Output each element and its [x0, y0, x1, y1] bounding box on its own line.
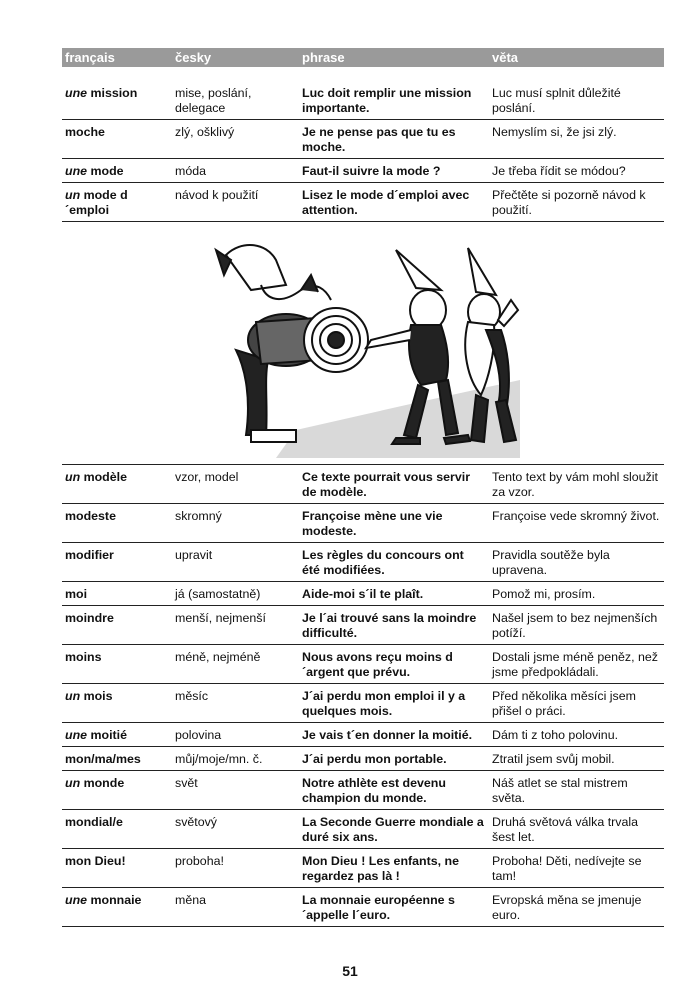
czech-translation: měsíc [172, 684, 299, 723]
czech-sentence: Nemyslím si, že jsi zlý. [489, 120, 664, 159]
header-veta: věta [489, 48, 664, 67]
vocabulary-page [62, 48, 664, 927]
czech-translation: skromný [172, 504, 299, 543]
french-word-cell [62, 465, 172, 504]
french-word: mondial/e [65, 815, 123, 829]
czech-translation: vzor, model [172, 465, 299, 504]
czech-translation: móda [172, 159, 299, 183]
czech-translation: zlý, ošklivý [172, 120, 299, 159]
article: une [65, 164, 88, 178]
french-word: mon/ma/mes [65, 752, 141, 766]
french-word-cell [62, 771, 172, 810]
french-word-cell [62, 747, 172, 771]
czech-sentence: Proboha! Děti, nedívejte se tam! [489, 849, 664, 888]
french-word: moche [65, 125, 105, 139]
french-word: moindre [65, 611, 114, 625]
czech-sentence: Dám ti z toho polovinu. [489, 723, 664, 747]
french-phrase: Luc doit remplir une mission importante. [299, 81, 489, 120]
french-word-cell [62, 849, 172, 888]
czech-sentence: Françoise vede skromný život. [489, 504, 664, 543]
french-word: moi [65, 587, 88, 601]
czech-translation: upravit [172, 543, 299, 582]
header-francais: français [62, 48, 172, 67]
french-word-cell [62, 543, 172, 582]
header-cesky: česky [172, 48, 299, 67]
czech-translation: návod k použití [172, 183, 299, 222]
french-word: modeste [65, 509, 116, 523]
vocab-row [62, 543, 664, 582]
french-phrase: Nous avons reçu moins d´argent que prévu. [299, 645, 489, 684]
french-word-cell [62, 888, 172, 927]
czech-translation: svět [172, 771, 299, 810]
vocab-row [62, 465, 664, 504]
french-word-cell [62, 684, 172, 723]
czech-translation: měna [172, 888, 299, 927]
czech-translation: menší, nejmenší [172, 606, 299, 645]
czech-sentence: Luc musí splnit důležité poslání. [489, 81, 664, 120]
vocab-row [62, 120, 664, 159]
vocab-row [62, 645, 664, 684]
czech-sentence: Našel jsem to bez nejmenších potíží. [489, 606, 664, 645]
french-word: mode [90, 164, 124, 178]
vocabulary-table [62, 48, 664, 927]
page-number: 51 [342, 963, 358, 979]
article: un [65, 776, 81, 790]
czech-translation: světový [172, 810, 299, 849]
vocab-row [62, 810, 664, 849]
french-phrase: Mon Dieu ! Les enfants, ne regardez pas là ! [299, 849, 489, 888]
french-word: mode d´emploi [65, 188, 128, 217]
vocab-row [62, 849, 664, 888]
french-phrase: J´ai perdu mon emploi il y a quelques mois. [299, 684, 489, 723]
article: une [65, 893, 88, 907]
french-phrase: Notre athlète est devenu champion du monde. [299, 771, 489, 810]
vocab-row [62, 81, 664, 120]
czech-sentence: Pravidla soutěže byla upravena. [489, 543, 664, 582]
article: un [65, 470, 81, 484]
czech-translation: můj/moje/mn. č. [172, 747, 299, 771]
french-phrase: Aide-moi s´il te plaît. [299, 582, 489, 606]
french-word: monnaie [90, 893, 142, 907]
table-header [62, 48, 664, 67]
czech-sentence: Evropská měna se jmenuje euro. [489, 888, 664, 927]
french-word: mon Dieu! [65, 854, 126, 868]
czech-sentence: Náš atlet se stal mistrem světa. [489, 771, 664, 810]
article: une [65, 728, 88, 742]
vocab-row [62, 684, 664, 723]
french-phrase: Je ne pense pas que tu es moche. [299, 120, 489, 159]
czech-sentence: Ztratil jsem svůj mobil. [489, 747, 664, 771]
czech-translation: já (samostatně) [172, 582, 299, 606]
article: une [65, 86, 88, 100]
czech-translation: proboha! [172, 849, 299, 888]
french-phrase: La monnaie européenne s´appelle l´euro. [299, 888, 489, 927]
french-word-cell [62, 183, 172, 222]
french-phrase: La Seconde Guerre mondiale a duré six ans. [299, 810, 489, 849]
french-word-cell [62, 645, 172, 684]
czech-translation: polovina [172, 723, 299, 747]
french-word-cell [62, 810, 172, 849]
czech-sentence: Pomož mi, prosím. [489, 582, 664, 606]
article: un [65, 689, 81, 703]
french-word: mois [83, 689, 113, 703]
czech-sentence: Je třeba řídit se módou? [489, 159, 664, 183]
czech-sentence: Druhá světová válka trvala šest let. [489, 810, 664, 849]
french-phrase: Ce texte pourrait vous servir de modèle. [299, 465, 489, 504]
entries-top [62, 67, 664, 222]
czech-translation: mise, poslání, delegace [172, 81, 299, 120]
czech-sentence: Přečtěte si pozorně návod k použití. [489, 183, 664, 222]
french-phrase: Je vais t´en donner la moitié. [299, 723, 489, 747]
french-phrase: Faut-il suivre la mode ? [299, 159, 489, 183]
vocab-row [62, 504, 664, 543]
french-word-cell [62, 159, 172, 183]
vocab-row [62, 159, 664, 183]
vocab-row [62, 723, 664, 747]
french-word: monde [83, 776, 125, 790]
french-phrase: J´ai perdu mon portable. [299, 747, 489, 771]
vocab-row [62, 747, 664, 771]
french-word: moins [65, 650, 102, 664]
french-word-cell [62, 582, 172, 606]
french-word-cell [62, 504, 172, 543]
vocab-row [62, 183, 664, 222]
vocab-row [62, 582, 664, 606]
french-word-cell [62, 606, 172, 645]
entries-bottom [62, 465, 664, 927]
vocab-row [62, 606, 664, 645]
french-word: mission [90, 86, 138, 100]
czech-sentence: Dostali jsme méně peněz, než jsme předpokládali. [489, 645, 664, 684]
gnomes-illustration [206, 230, 520, 458]
french-phrase: Les règles du concours ont été modifiées. [299, 543, 489, 582]
french-word: modifier [65, 548, 114, 562]
french-word-cell [62, 723, 172, 747]
czech-translation: méně, nejméně [172, 645, 299, 684]
french-word: moitié [90, 728, 127, 742]
czech-sentence: Před několika měsíci jsem přišel o práci. [489, 684, 664, 723]
french-word: modèle [83, 470, 127, 484]
french-phrase: Je l´ai trouvé sans la moindre difficulté. [299, 606, 489, 645]
header-phrase: phrase [299, 48, 489, 67]
french-word-cell [62, 81, 172, 120]
french-phrase: Françoise mène une vie modeste. [299, 504, 489, 543]
french-word-cell [62, 120, 172, 159]
vocab-row [62, 771, 664, 810]
french-phrase: Lisez le mode d´emploi avec attention. [299, 183, 489, 222]
vocab-row [62, 888, 664, 927]
article: un [65, 188, 81, 202]
czech-sentence: Tento text by vám mohl sloužit za vzor. [489, 465, 664, 504]
illustration-section [62, 222, 664, 465]
